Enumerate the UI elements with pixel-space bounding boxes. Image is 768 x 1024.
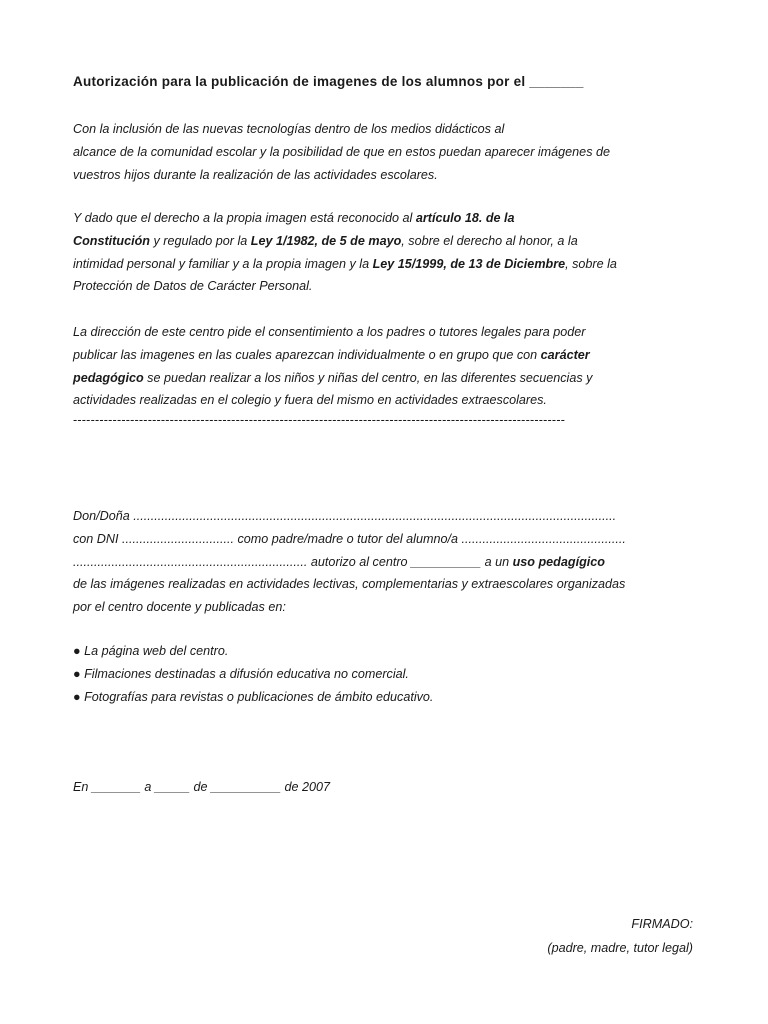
text-segment: y regulado por la <box>149 233 251 248</box>
paragraph-line: vuestros hijos durante la realización de las actividades escolares. <box>73 167 438 182</box>
text-segment: intimidad personal y familiar y a la propia imagen y la <box>73 256 373 271</box>
bold-reference: Ley 15/1999, de 13 de Diciembre <box>372 256 566 271</box>
paragraph-line <box>73 367 693 390</box>
intro-paragraph <box>73 118 693 186</box>
signature-roles: (padre, madre, tutor legal) <box>547 941 693 955</box>
text-segment: se puedan realizar a los niños y niñas del centro, en las diferentes secuencias y <box>143 370 593 385</box>
authorization-line[interactable] <box>73 551 693 574</box>
dni-field-line[interactable]: con DNI ................................ como padre/madre o tutor del alumno/a ............................................... <box>73 531 626 546</box>
bold-reference: Ley 1/1982, de 5 de mayo <box>250 233 402 248</box>
text-segment: ................................................................... autorizo al centro __________ a un <box>73 554 513 569</box>
publication-list <box>73 640 693 708</box>
paragraph-line: de las imágenes realizadas en actividades lectivas, complementarias y extraescolares organizadas <box>73 577 626 592</box>
bold-term: pedagógico <box>73 370 144 385</box>
text-segment: publicar las imagenes en las cuales aparezcan individualmente o en grupo que con <box>73 347 541 362</box>
paragraph-line: por el centro docente y publicadas en: <box>73 600 286 615</box>
bold-term: uso pedagígico <box>512 554 605 569</box>
document-title: Autorización para la publicación de imagenes de los alumnos por el _______ <box>73 74 584 89</box>
paragraph-line: alcance de la comunidad escolar y la posibilidad de que en estos puedan aparecer imágenes de <box>73 144 610 159</box>
text-segment: , sobre la <box>565 256 617 271</box>
paragraph-line: La dirección de este centro pide el consentimiento a los padres o tutores legales para poder <box>73 325 586 339</box>
authorization-form <box>73 505 693 619</box>
date-field-line[interactable]: En _______ a _____ de __________ de 2007 <box>73 780 331 794</box>
text-segment: Y dado que el derecho a la propia imagen está reconocido al <box>73 211 416 225</box>
text-segment: , sobre el derecho al honor, a la <box>401 233 578 248</box>
date-line[interactable] <box>73 776 693 799</box>
paragraph-line: Con la inclusión de las nuevas tecnologías dentro de los medios didácticos al <box>73 122 505 136</box>
name-field-line[interactable]: Don/Doña .......................................................................................................................................... <box>73 509 617 523</box>
bold-reference: artículo 18. de la <box>415 211 515 225</box>
paragraph-line <box>73 230 693 253</box>
paragraph-line <box>73 344 693 367</box>
paragraph-line <box>73 207 693 230</box>
signature-block <box>547 912 693 960</box>
consent-request-paragraph <box>73 321 693 412</box>
list-item: ● La página web del centro. <box>73 644 229 658</box>
paragraph-line: Protección de Datos de Carácter Personal. <box>73 279 313 294</box>
paragraph-line: actividades realizadas en el colegio y fuera del mismo en actividades extraescolares. <box>73 393 547 408</box>
cut-line-separator: ---------------------------------------------------------------------------------------------------------------- <box>73 413 566 427</box>
signature-label: FIRMADO: <box>631 917 693 931</box>
legal-paragraph <box>73 207 693 298</box>
bold-reference: Constitución <box>73 233 150 248</box>
list-item: ● Filmaciones destinadas a difusión educativa no comercial. <box>73 666 409 681</box>
list-item: ● Fotografías para revistas o publicaciones de ámbito educativo. <box>73 689 434 704</box>
paragraph-line <box>73 253 693 276</box>
bold-term: carácter <box>540 347 590 362</box>
